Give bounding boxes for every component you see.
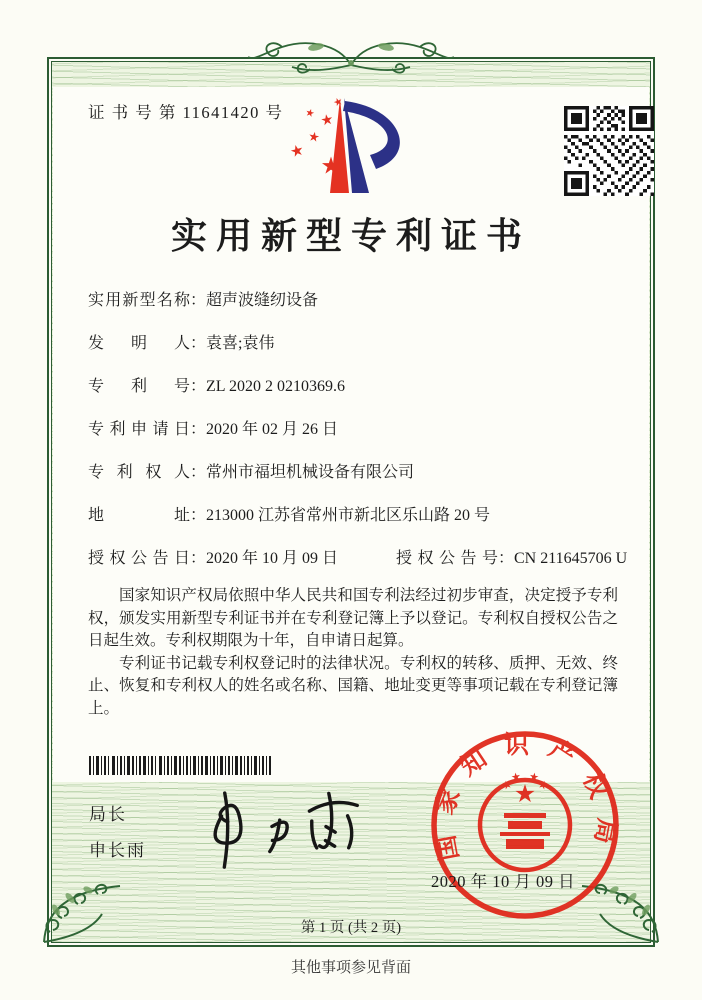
seal-date: 2020 年 10 月 09 日: [431, 872, 576, 891]
field-row-filing-date: [88, 419, 623, 441]
field-label: 发明人: [88, 335, 190, 352]
officer-title: 局长: [89, 805, 127, 824]
field-value: 2020 年 02 月 26 日: [206, 421, 339, 438]
field-colon: ：: [190, 421, 207, 438]
field-value: 超声波缝纫设备: [206, 292, 319, 309]
seal-agency-text: 国家知识产权局: [429, 731, 621, 863]
qr-code: [564, 106, 654, 196]
field-colon: ：: [190, 550, 207, 567]
field-row-patent-number: [88, 376, 623, 398]
field-colon: ：: [190, 507, 207, 524]
certificate-title: 实用新型专利证书: [170, 216, 531, 256]
field-colon: ：: [190, 378, 207, 395]
field-colon: ：: [190, 292, 207, 309]
field-label: 实用新型名称: [88, 292, 190, 309]
decree-paragraph: 国家知识产权局依照中华人民共和国专利法经过初步审查，决定授予专利权，颁发实用新型专利证书并在专利登记簿上予以登记。专利权自授权公告之日起生效。专利权期限为十年，自申请日起算。: [88, 587, 618, 649]
field-label: 地址: [88, 507, 190, 524]
field-colon: ：: [498, 550, 515, 567]
cnipa-logo-icon: [283, 92, 417, 198]
field-label: 专利申请日: [88, 421, 190, 438]
field-value: 袁喜;袁伟: [206, 335, 275, 352]
field-value: 213000 江苏省常州市新北区乐山路 20 号: [206, 507, 491, 524]
decree-paragraph: 专利证书记载专利权登记时的法律状况。专利权的转移、质押、无效、终止、恢复和专利权人的姓名或名称、国籍、地址变更等事项记载在专利登记簿上。: [88, 654, 618, 717]
fields-section: [88, 290, 628, 591]
national-emblem-icon: [480, 772, 570, 870]
field-value: ZL 2020 2 0210369.6: [206, 378, 345, 395]
officer-name: 申长雨: [89, 841, 146, 860]
page-number: 第 1 页 (共 2 页): [300, 920, 402, 936]
field-row-inventor: [88, 333, 623, 355]
certificate-number: 证 书 号 第 11641420 号: [88, 103, 284, 122]
field-label: 专利号: [88, 378, 190, 395]
official-seal: [418, 718, 632, 932]
field-colon: ：: [190, 464, 207, 481]
field-row-name: [88, 290, 623, 312]
back-note: 其他事项参见背面: [290, 960, 411, 976]
field-row-patentee: [88, 462, 623, 484]
field-label: 专利权人: [88, 464, 190, 481]
grant-date-value: 2020 年 10 月 09 日: [206, 550, 339, 567]
field-row-grant: [88, 548, 628, 570]
decree-section: [88, 585, 618, 720]
barcode: [89, 756, 271, 775]
grant-number-label: 授权公告号: [396, 550, 498, 567]
scrollwork-ornament-icon: [246, 34, 456, 80]
field-row-address: [88, 505, 623, 527]
field-value: 常州市福坦机械设备有限公司: [206, 464, 415, 481]
field-colon: ：: [190, 335, 207, 352]
director-signature: [192, 784, 377, 872]
grant-date-label: 授权公告日: [88, 550, 190, 567]
grant-number-value: CN 211645706 U: [514, 550, 628, 567]
